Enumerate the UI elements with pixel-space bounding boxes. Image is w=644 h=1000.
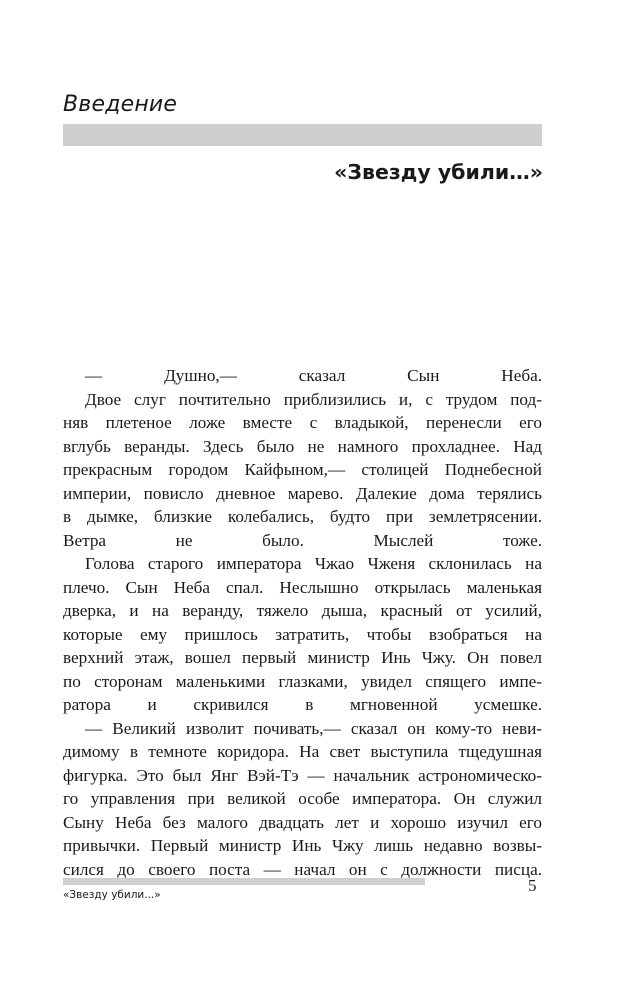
text-line: няв плетеное ложе вместе с владыкой, перенесли его xyxy=(63,413,542,432)
text-line: вглубь веранды. Здесь было не намного прохладнее. Над xyxy=(63,436,542,456)
chapter-title: «Звезду убили…» xyxy=(334,160,543,184)
text-line: ратора и скривился в мгновенной усмешке. xyxy=(63,695,542,714)
text-line: империи, повисло дневное марево. Далекие дома терялись xyxy=(63,483,542,503)
section-divider-bar xyxy=(63,124,542,146)
page-number: 5 xyxy=(528,876,537,895)
text-line: дверка, и на веранду, тяжело дыша, красный от усилий, xyxy=(63,601,542,620)
text-line: — Душно,— сказал Сын Неба. xyxy=(85,366,542,385)
text-line: Сыну Неба без малого двадцать лет и хорошо изучил его xyxy=(63,812,542,832)
text-line: — Великий изволит почивать,— сказал он кому-то неви- xyxy=(85,718,542,738)
running-title: «Звезду убили...» xyxy=(63,889,161,901)
text-line: привычки. Первый министр Инь Чжу лишь недавно возвы- xyxy=(63,836,542,855)
text-line: Ветра не было. Мыслей тоже. xyxy=(63,530,542,550)
text-line: димому в темноте коридора. На свет выступила тщедушная xyxy=(63,742,542,761)
text-line: прекрасным городом Кайфыном,— столицей Поднебесной xyxy=(63,460,542,479)
body-text xyxy=(63,364,542,881)
text-line: по сторонам маленькими глазками, увидел спящего импе- xyxy=(63,671,542,691)
text-line: Двое слуг почтительно приблизились и, с трудом под- xyxy=(85,389,542,409)
text-line: Голова старого императора Чжао Чженя склонилась на xyxy=(85,554,542,573)
text-line: в дымке, близкие колебались, будто при землетрясении. xyxy=(63,507,542,526)
section-label: Введение xyxy=(63,92,178,117)
text-line: сился до своего поста — начал он с должности писца. xyxy=(63,859,542,879)
footer-divider-bar xyxy=(63,878,425,885)
text-line: верхний этаж, вошел первый министр Инь Чжу. Он повел xyxy=(63,648,542,667)
text-line: которые ему пришлось затратить, чтобы взобраться на xyxy=(63,624,542,644)
text-line: го управления при великой особе императора. Он служил xyxy=(63,789,542,808)
text-line: плечо. Сын Неба спал. Неслышно открылась маленькая xyxy=(63,577,542,597)
text-line: фигурка. Это был Янг Вэй-Тэ — начальник астрономическо- xyxy=(63,765,542,785)
